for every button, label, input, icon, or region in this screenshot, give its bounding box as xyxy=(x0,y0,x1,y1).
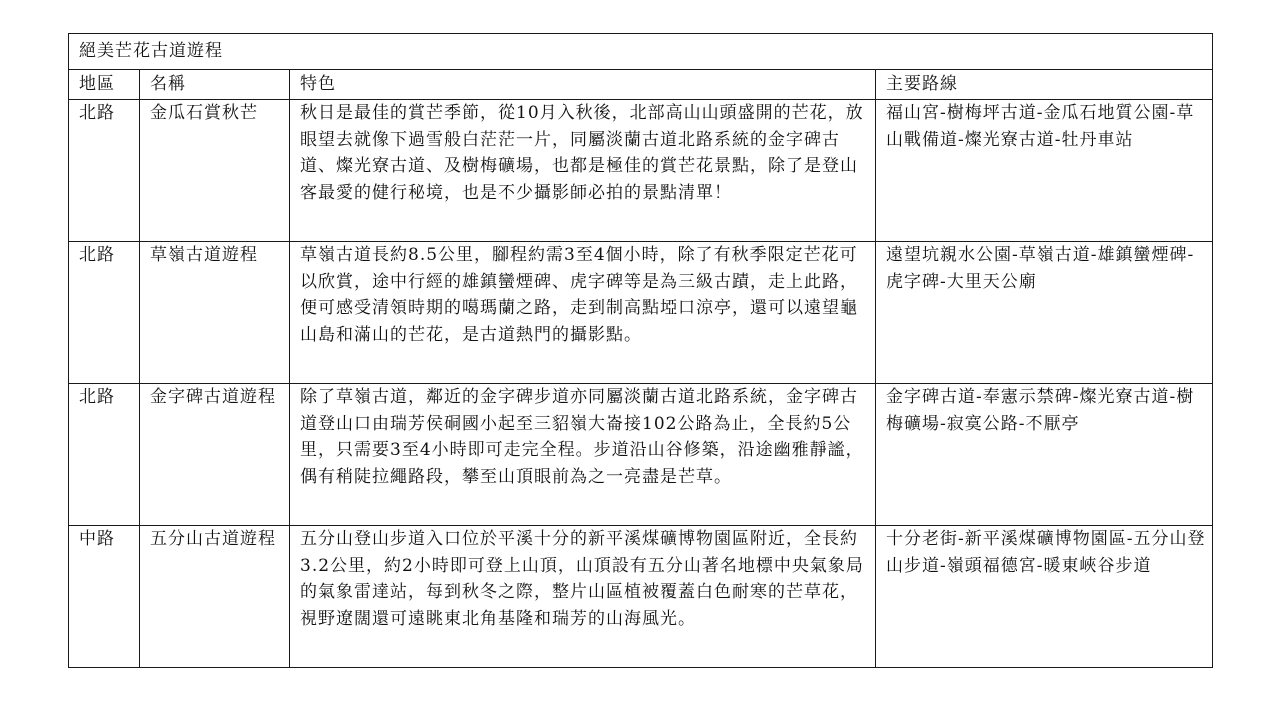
route-cell: 十分老街-新平溪煤礦博物園區-五分山登山步道-嶺頭福德宮-暖東峽谷步道 xyxy=(876,526,1213,668)
header-feature: 特色 xyxy=(290,70,876,100)
header-region: 地區 xyxy=(69,70,140,100)
region-cell: 北路 xyxy=(69,384,140,526)
table-row xyxy=(69,384,1213,526)
region-cell: 北路 xyxy=(69,100,140,242)
itinerary-sheet xyxy=(68,33,1212,668)
feature-cell: 五分山登山步道入口位於平溪十分的新平溪煤礦博物園區附近，全長約3.2公里，約2小時即可登上山頂，山頂設有五分山著名地標中央氣象局的氣象雷達站，每到秋冬之際，整片山區植被覆蓋白色耐寒的芒草花，視野遼闊還可遠眺東北角基隆和瑞芳的山海風光。 xyxy=(290,526,876,668)
table-row xyxy=(69,100,1213,242)
route-cell: 遠望坑親水公園-草嶺古道-雄鎮蠻煙碑-虎字碑-大里天公廟 xyxy=(876,242,1213,384)
table-header-row xyxy=(69,70,1213,100)
feature-cell: 草嶺古道長約8.5公里，腳程約需3至4個小時，除了有秋季限定芒花可以欣賞，途中行經的雄鎮蠻煙碑、虎字碑等是為三級古蹟，走上此路，便可感受清領時期的噶瑪蘭之路，走到制高點埡口涼亭，還可以遠望龜山島和滿山的芒花，是古道熱門的攝影點。 xyxy=(290,242,876,384)
header-route: 主要路線 xyxy=(876,70,1213,100)
table-row xyxy=(69,526,1213,668)
name-cell: 金字碑古道遊程 xyxy=(140,384,290,526)
table-title: 絕美芒花古道遊程 xyxy=(69,34,1213,70)
name-cell: 金瓜石賞秋芒 xyxy=(140,100,290,242)
feature-cell: 除了草嶺古道，鄰近的金字碑步道亦同屬淡蘭古道北路系統，金字碑古道登山口由瑞芳侯硐國小起至三貂嶺大崙接102公路為止，全長約5公里，只需要3至4小時即可走完全程。步道沿山谷修築，沿途幽雅靜謐，偶有稍陡拉繩路段，攀至山頂眼前為之一亮盡是芒草。 xyxy=(290,384,876,526)
trail-itinerary-table xyxy=(68,33,1213,668)
name-cell: 五分山古道遊程 xyxy=(140,526,290,668)
name-cell: 草嶺古道遊程 xyxy=(140,242,290,384)
header-name: 名稱 xyxy=(140,70,290,100)
route-cell: 福山宮-樹梅坪古道-金瓜石地質公園-草山戰備道-燦光寮古道-牡丹車站 xyxy=(876,100,1213,242)
table-title-row xyxy=(69,34,1213,70)
region-cell: 中路 xyxy=(69,526,140,668)
table-row xyxy=(69,242,1213,384)
route-cell: 金字碑古道-奉憲示禁碑-燦光寮古道-樹梅礦場-寂寞公路-不厭亭 xyxy=(876,384,1213,526)
region-cell: 北路 xyxy=(69,242,140,384)
feature-cell: 秋日是最佳的賞芒季節，從10月入秋後，北部高山山頭盛開的芒花，放眼望去就像下過雪般白茫茫一片，同屬淡蘭古道北路系統的金字碑古道、燦光寮古道、及樹梅礦場，也都是極佳的賞芒花景點，除了是登山客最愛的健行秘境，也是不少攝影師必拍的景點清單！ xyxy=(290,100,876,242)
